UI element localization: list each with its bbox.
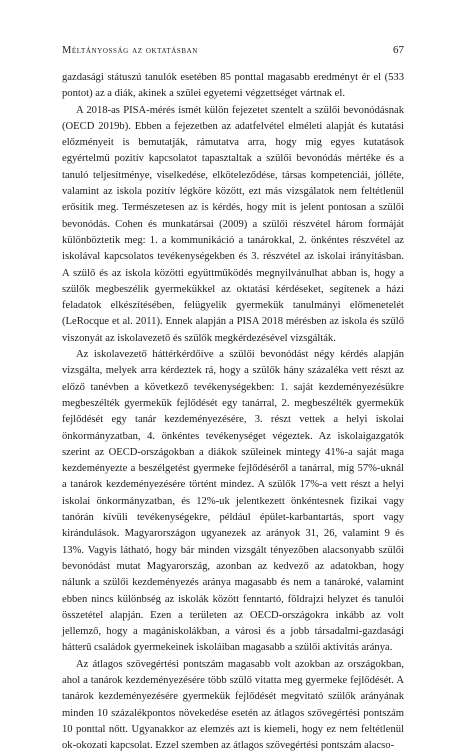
- paragraph: Az átlagos szövegértési pontszám magasabb volt azokban az országokban, ahol a tanárok kezdeményezésére több szülő vitatta meg gyermeke fejlődését. A tanárok kezdeményezésére gyermekük fejlődését megvitató szülők arányának minden 10 százalékpontos növekedése esetén az átlagos szövegértési pontszám 10 ponttal nőtt. Ugyanakkor az elemzés azt is kiemeli, hogy ez nem feltétlenül ok-okozati kapcsolat. Ezzel szemben az átlagos szövegértési pontszám alacso-: [62, 658, 404, 752]
- page-number: 67: [393, 44, 404, 56]
- paragraph: gazdasági státuszú tanulók esetében 85 ponttal magasabb eredményt ér el (533 pontot) az a diák, akinek a szülei egyetemi végzettséget vártnak el.: [62, 72, 404, 100]
- body-text: [62, 70, 404, 754]
- running-head: Méltányosság az oktatásban: [62, 45, 198, 56]
- paragraph: Az iskolavezető háttérkérdőíve a szülői bevonódást négy kérdés alapján vizsgálta, melyek arra kérdeztek rá, hogy a szülők hány százaléka vett részt az előző tanévben a következő tevékenységekben: 1. saját kezdeményezésükre megbeszélték gyermekük fejlődését egy tanárral, 2. megbeszélték gyermekük fejlődését egy tanár kezdeményezésére, 3. részt vettek a helyi iskolai önkormányzatban, 4. önkéntes tevékenységet végeztek. Az iskolaigazgatók szerint az OECD-országokban a diákok szüleinek mintegy 41%-a saját maga kezdeményezte a beszélgetést gyermeke fejlődéséről a tanárral, míg 57%-uknál a tanárok kezdeményezésére történt mindez. A szülők 17%-a vett részt a helyi iskolai önkormányzatban, és 12%-uk jelentkezett önkéntesnek fizikai vagy tanórán kívüli tevékenységekre, például épület-karbantartás, sport vagy kirándulások. Magyarországon ugyanezek az arányok 31, 26, valamint 9 és 13%. Vagyis látható, hogy bár minden vizsgált tényezőben alacsonyabb szülői bevonódást mutat Magyarország, azonban az kedvező az adatokban, hogy nálunk a szülői kezdeményezés aránya magasabb és nem a tanároké, valamint ebben nincs különbség az iskolák között fenntartó, földrajzi helyzet és tanulói összetétel alapján. Ezen a területen az OECD-országokra inkább az volt jellemző, hogy a magániskolákban, a városi és a jobb társadalmi-gazdasági hátterű családok gyermekeinek iskoláiban magasabb a szülői aktivitás aránya.: [62, 349, 404, 654]
- paragraph: A 2018-as PISA-mérés ismét külön fejezetet szentelt a szülői bevonódásnak (OECD 2019b). Ebben a fejezetben az adatfelvétel elméleti alapját és kutatási előzményeit is bemutatják, rámutatva arra, hogy mig egyes kutatások egyértelmű pozitív kapcsolatot tapasztaltak a szülői bevonódás mértéke és a tanuló teljesítménye, viselkedése, elköteleződése, társas kompetenciái, jólléte, valamint az iskola pozitív légköre között, ezt más vizsgálatok nem feltétlenül erősítik meg. Természetesen az is kérdés, hogy mit is jelent pontosan a szülői bevonódás. Cohen és munkatársai (2009) a szülői részvétel három formáját különböztetik meg: 1. a kommunikáció a tanárokkal, 2. önkéntes részvétel az iskolával kapcsolatos tevékenységekben és 3. részvétel az iskolai irányításban. A szülő és az iskola közötti együttműködés megnyilvánulhat abban is, hogy a szülők megbeszélik gyermekükkel az oktatási kérdéseket, segítenek a házi feladatok elkészítésében, felügyelik gyermekük tanulmányi előmenetelét (LeRocque et al. 2011). Ennek alapján a PISA 2018 mérésben az iskola és szülő viszonyát az iskolavezető és szülők megkérdezésével vizsgálták.: [62, 104, 404, 344]
- page-header: [62, 44, 404, 60]
